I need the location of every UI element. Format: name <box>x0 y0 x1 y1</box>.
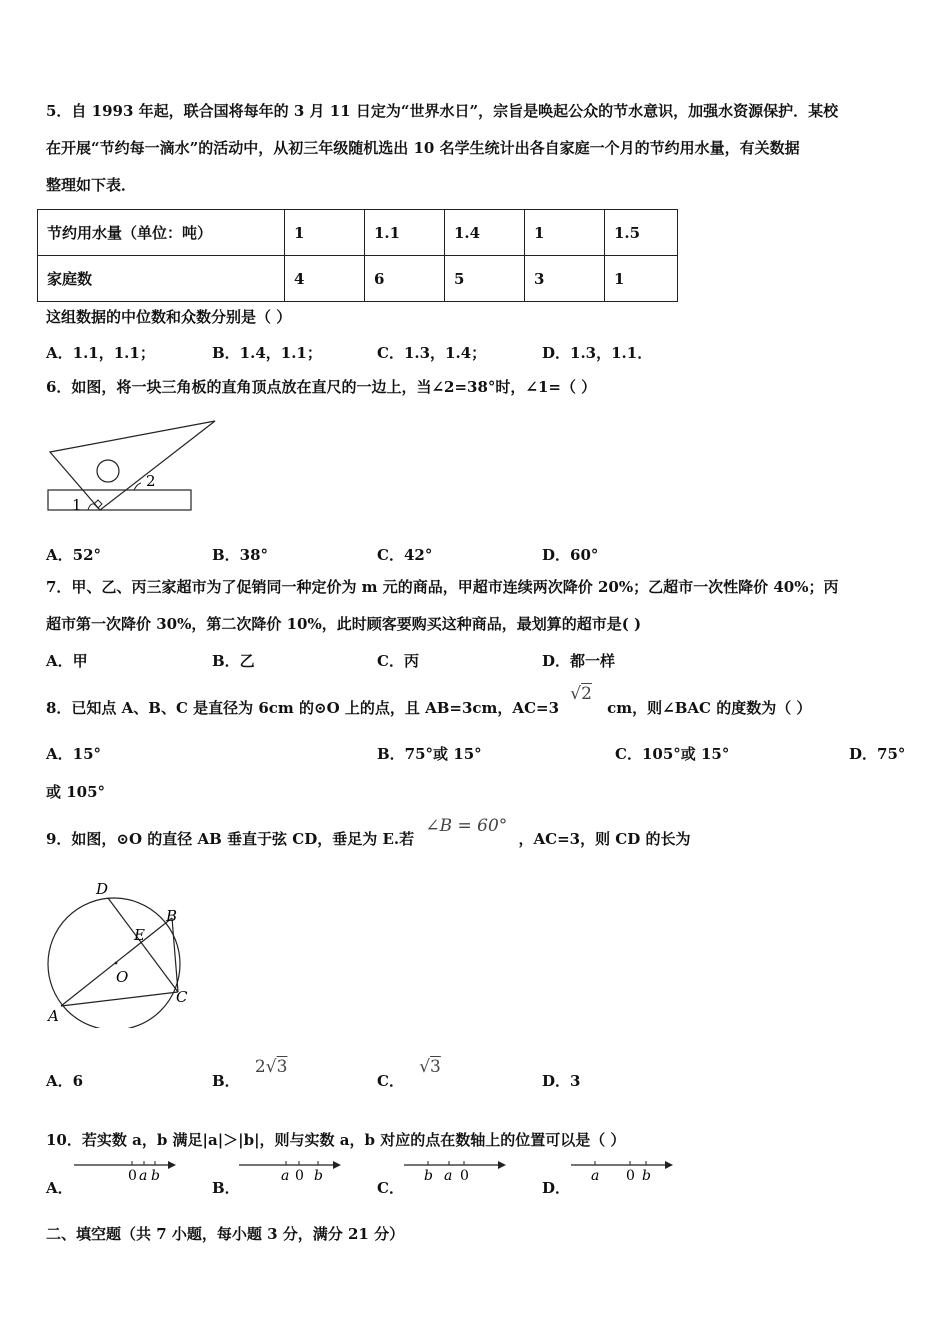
tick-label: a <box>139 1168 148 1184</box>
q5-stem <box>46 93 906 204</box>
coefficient: 2 <box>254 1057 266 1077</box>
q5-line-3: 整理如下表． <box>46 176 137 194</box>
sqrt-radicand: 3 <box>276 1057 288 1077</box>
q10-option-a[interactable] <box>46 1177 73 1198</box>
point-e-label: E <box>134 926 145 944</box>
q9-option-b[interactable] <box>212 1057 288 1091</box>
table-cell: 1 <box>525 210 605 256</box>
q5-line-2: 在开展“节约每一滴水”的活动中，从初三年级随机选出 10 名学生统计出各自家庭一个月的节约用水量，有关数据 <box>46 139 800 157</box>
q10-stem: 10．若实数 a，b 满足|a|＞|b|，则与实数 a，b 对应的点在数轴上的位置可以是（ ） <box>46 1131 626 1149</box>
q9-stem <box>46 816 691 849</box>
table-cell: 3 <box>525 256 605 302</box>
arrow-icon <box>168 1161 176 1169</box>
q8-option-a[interactable]: A．15° <box>46 745 102 763</box>
q8-option-d[interactable]: D．75° <box>849 745 906 763</box>
angle-1-arc <box>88 504 94 510</box>
q8-option-b[interactable]: B．75°或 15° <box>377 745 482 763</box>
q5-option-c[interactable]: C．1.3，1.4； <box>377 344 487 362</box>
circle-o-shape <box>48 898 180 1028</box>
q7-option-a[interactable]: A．甲 <box>46 652 88 670</box>
number-line-a <box>72 1155 180 1187</box>
q6-stem: 6．如图，将一块三角板的直角顶点放在直尺的一边上，当∠2=38°时，∠1=（ ） <box>46 378 597 396</box>
q5-option-d[interactable]: D．1.3，1.1． <box>542 344 653 362</box>
angle-2-label: 2 <box>146 472 156 490</box>
tick-label: b <box>314 1168 323 1184</box>
chord-bc <box>172 918 178 992</box>
sqrt-radicand: 2 <box>581 684 592 704</box>
q8-stem <box>46 684 812 718</box>
q5-question: 这组数据的中位数和众数分别是（ ） <box>46 308 292 326</box>
tick-label: a <box>444 1168 453 1184</box>
q8-text-after: cm，则∠BAC 的度数为（ ） <box>607 699 812 717</box>
q9-option-c[interactable] <box>377 1057 441 1091</box>
tick-label: 0 <box>128 1168 137 1184</box>
sqrt-radicand: 3 <box>430 1057 441 1077</box>
q7-stem <box>46 569 906 643</box>
q10-option-a-letter: A． <box>46 1179 73 1197</box>
q6-option-a[interactable]: A．52° <box>46 546 102 564</box>
table-cell: 5 <box>445 256 525 302</box>
two-sqrt-3-expression: 2√3 <box>254 1057 288 1077</box>
q10-option-d-letter: D． <box>542 1179 571 1197</box>
table-cell: 6 <box>365 256 445 302</box>
q5-option-a[interactable]: A．1.1，1.1； <box>46 344 155 362</box>
q9-text-after: ，AC=3，则 CD 的长为 <box>518 830 691 848</box>
sqrt-2-expression: √2 <box>570 684 592 704</box>
q10-option-c[interactable] <box>377 1177 404 1198</box>
tick-label: a <box>591 1168 600 1184</box>
sqrt-3-expression: √3 <box>419 1057 441 1077</box>
q9-figure <box>40 878 200 1028</box>
q5-data-table <box>37 209 678 302</box>
table-cell: 1 <box>285 210 365 256</box>
angle-2-arc <box>134 483 141 490</box>
tick-label: 0 <box>295 1168 304 1184</box>
table-cell: 1.5 <box>605 210 678 256</box>
q7-option-d[interactable]: D．都一样 <box>542 652 616 670</box>
tick-label: b <box>642 1168 651 1184</box>
point-c-label: C <box>176 988 188 1006</box>
table-cell: 1 <box>605 256 678 302</box>
point-b-label: B <box>166 907 178 925</box>
chord-ac <box>61 992 178 1006</box>
q6-option-b[interactable]: B．38° <box>212 546 269 564</box>
q7-option-b[interactable]: B．乙 <box>212 652 255 670</box>
number-line-b <box>237 1155 345 1187</box>
q5-line-1: 5．自 1993 年起，联合国将每年的 3 月 11 日定为“世界水日”，宗旨是唤起公众的节水意识，加强水资源保护．某校 <box>46 102 839 120</box>
q6-option-d[interactable]: D．60° <box>542 546 599 564</box>
q9-option-d[interactable]: D．3 <box>542 1072 581 1090</box>
q8-option-d-wrap: 或 105° <box>46 783 106 801</box>
q9-option-c-letter: C． <box>377 1072 404 1090</box>
q6-figure <box>40 412 230 522</box>
triangle-hole-shape <box>97 460 119 482</box>
q8-text-before: 8．已知点 A、B、C 是直径为 6cm 的⊙O 上的点，且 AB=3cm，AC=3 <box>46 699 560 717</box>
angle-b-expression: ∠B = 60° <box>425 816 508 836</box>
q10-option-d[interactable] <box>542 1177 570 1198</box>
q6-option-c[interactable]: C．42° <box>377 546 433 564</box>
table-cell: 1.1 <box>365 210 445 256</box>
center-point <box>115 962 118 965</box>
q7-line-2: 超市第一次降价 30%，第二次降价 10%，此时顾客要购买这种商品，最划算的超市是( ) <box>46 615 642 633</box>
q8-option-c[interactable]: C．105°或 15° <box>615 745 730 763</box>
tick-label: 0 <box>626 1168 635 1184</box>
number-line-d <box>569 1155 677 1187</box>
q10-option-b-letter: B． <box>212 1179 240 1197</box>
tick-label: 0 <box>460 1168 469 1184</box>
arrow-icon <box>665 1161 673 1169</box>
q10-option-b[interactable] <box>212 1177 240 1198</box>
table-header-cell: 家庭数 <box>38 256 285 302</box>
point-d-label: D <box>96 880 109 898</box>
q9-text-before: 9．如图，⊙O 的直径 AB 垂直于弦 CD，垂足为 E.若 <box>46 830 415 848</box>
tick-label: b <box>424 1168 433 1184</box>
q5-option-b[interactable]: B．1.4，1.1； <box>212 344 322 362</box>
q9-option-b-letter: B． <box>212 1072 240 1090</box>
table-row <box>38 210 678 256</box>
table-row <box>38 256 678 302</box>
q10-option-c-letter: C． <box>377 1179 404 1197</box>
angle-1-label: 1 <box>72 496 82 514</box>
q9-option-a[interactable]: A．6 <box>46 1072 84 1090</box>
arrow-icon <box>498 1161 506 1169</box>
q7-line-1: 7．甲、乙、丙三家超市为了促销同一种定价为 m 元的商品，甲超市连续两次降价 20%；乙超市一次性降价 40%；丙 <box>46 578 839 596</box>
table-header-cell: 节约用水量（单位：吨） <box>38 210 285 256</box>
table-cell: 1.4 <box>445 210 525 256</box>
q7-option-c[interactable]: C．丙 <box>377 652 419 670</box>
tick-label: b <box>151 1168 160 1184</box>
point-a-label: A <box>48 1007 59 1025</box>
tick-label: a <box>281 1168 290 1184</box>
point-o-label: O <box>116 968 129 986</box>
arrow-icon <box>333 1161 341 1169</box>
ruler-shape <box>48 490 191 510</box>
section-2-heading: 二、填空题（共 7 小题，每小题 3 分，满分 21 分） <box>46 1225 405 1243</box>
table-cell: 4 <box>285 256 365 302</box>
number-line-c <box>402 1155 510 1187</box>
